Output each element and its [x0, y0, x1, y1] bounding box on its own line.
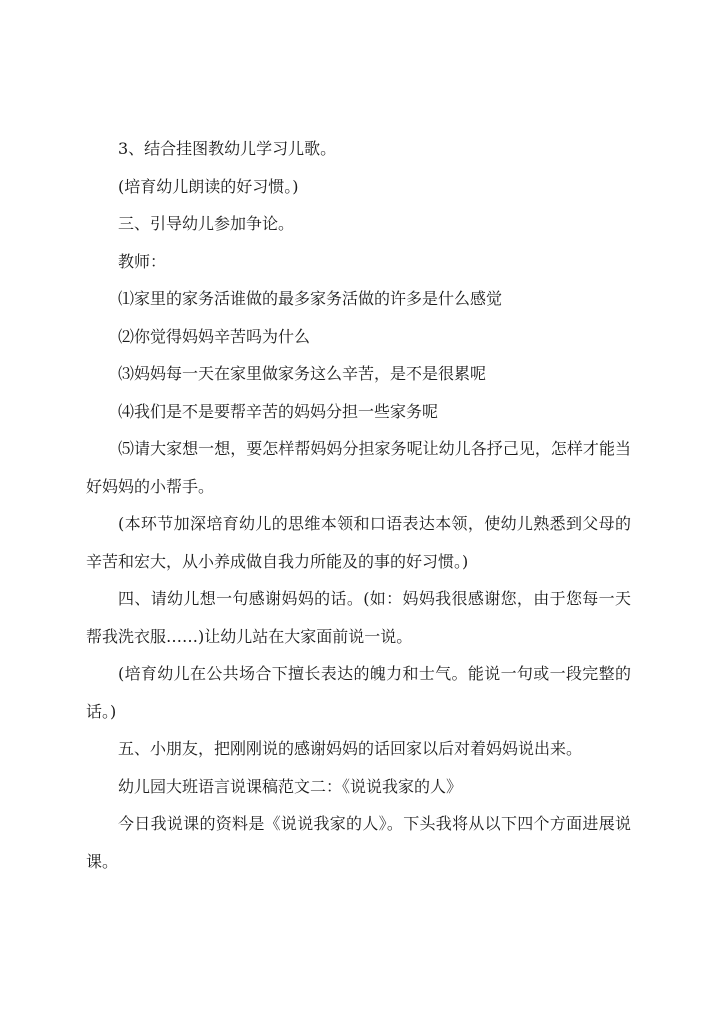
- document-body: [86, 130, 631, 880]
- paragraph-section-3: 三、引导幼儿参加争论。: [118, 214, 295, 233]
- paragraph-question-1: ⑴家里的家务活谁做的最多家务活做的许多是什么感觉: [118, 289, 503, 308]
- paragraph-section-4: 四、请幼儿想一句感谢妈妈的话。(如：妈妈我很感谢您，由于您每一天帮我洗衣服……)让幼儿站在大家面前说一说。: [86, 589, 631, 646]
- paragraph-question-4: ⑷我们是不是要帮辛苦的妈妈分担一些家务呢: [118, 401, 439, 421]
- paragraph-teacher: 教师：: [118, 251, 167, 271]
- paragraph-sample-title: 幼儿园大班语言说课稿范文二：《说说我家的人》: [118, 776, 463, 796]
- paragraph-step-3: 3、结合挂图教幼儿学习儿歌。: [118, 139, 337, 158]
- paragraph-note-reading: (培育幼儿朗读的好习惯。): [118, 176, 299, 196]
- paragraph-question-5: ⑸请大家想一想，要怎样帮妈妈分担家务呢让幼儿各抒己见，怎样才能当好妈妈的小帮手。: [86, 439, 631, 496]
- paragraph-question-3: ⑶妈妈每一天在家里做家务这么辛苦，是不是很累呢: [118, 364, 487, 383]
- paragraph-intro: 今日我说课的资料是《说说我家的人》。下头我将从以下四个方面进展说课。: [86, 814, 631, 871]
- paragraph-note-courage: (培育幼儿在公共场合下擅长表达的魄力和士气。能说一句或一段完整的话。): [86, 664, 631, 721]
- paragraph-note-thinking: (本环节加深培育幼儿的思维本领和口语表达本领，使幼儿熟悉到父母的辛苦和宏大，从小养成做自我力所能及的事的好习惯。): [86, 514, 631, 571]
- paragraph-question-2: ⑵你觉得妈妈辛苦吗为什么: [118, 326, 311, 346]
- paragraph-section-5: 五、小朋友，把刚刚说的感谢妈妈的话回家以后对着妈妈说出来。: [118, 739, 583, 758]
